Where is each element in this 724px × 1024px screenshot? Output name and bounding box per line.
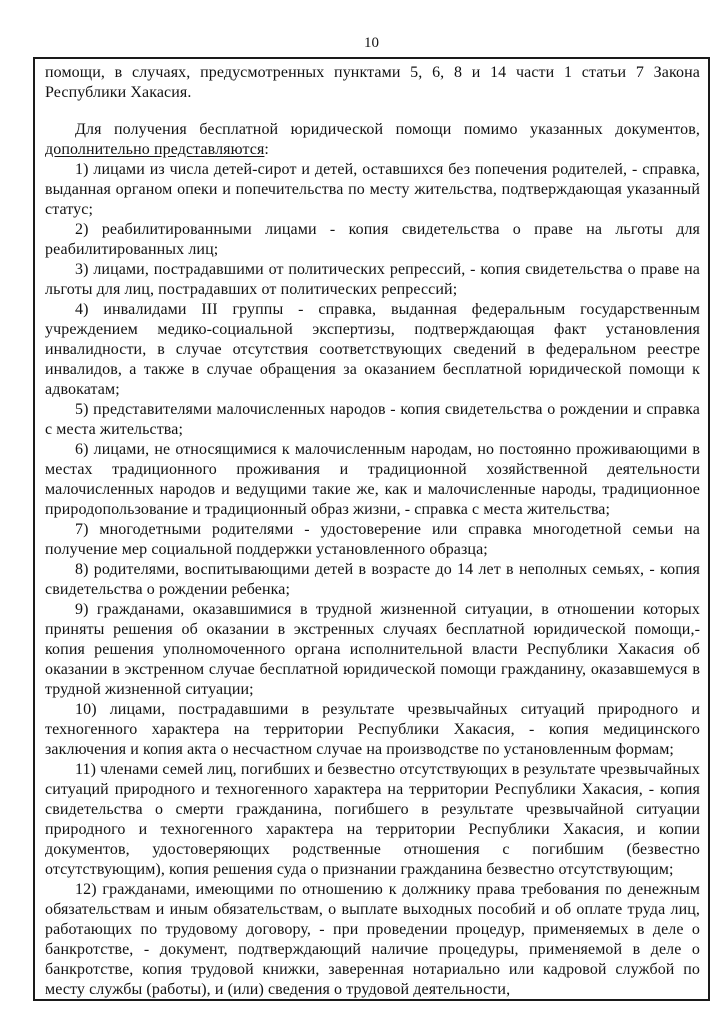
numbered-item-11: 11) членами семей лиц, погибших и безвестно отсутствующих в результате чрезвычайных ситуаций природного и техногенного характера на территории Республики Хакасия, - копия свидетельства о смерти гражданина, погибшего в результате чрезвычайной ситуации природного и техногенного характера на территории Республики Хакасия, и копии документов, удостоверяющих родственные отношения с погибшим (безвестно отсутствующим), копия решения суда о признании гражданина безвестно отсутствующим; <box>45 761 701 878</box>
numbered-item-10: 10) лицами, пострадавшими в результате чрезвычайных ситуаций природного и техногенного характера на территории Республики Хакасия, - копия медицинского заключения и копия акта о несчастном случае на производстве по установленным формам; <box>45 701 700 758</box>
intro-lead-text: Для получения бесплатной юридической помощи помимо указанных документов, <box>75 121 700 138</box>
numbered-item-12: 12) гражданами, имеющими по отношению к должнику права требования по денежным обязательствам и иным обязательствам, о выплате выходных пособий и об оплате труда лиц, работающих по трудовому договору, - при проведении процедур, применяемых в деле о банкротстве, - документ, подтверждающий наличие процедуры, применяемой в деле о банкротстве, копия трудовой книжки, заверенная нотариально или кадровой службой по месту службы (работы), и (или) сведения о трудовой деятельности, <box>45 881 700 998</box>
numbered-item-9: 9) гражданами, оказавшимися в трудной жизненной ситуации, в отношении которых приняты решения об оказании в экстренных случаях бесплатной юридической помощи,- копия решения уполномоченного органа исполнительной власти Республики Хакасия об оказании в экстренном случае бесплатной юридической помощи гражданину, оказавшемуся в трудной жизненной ситуации; <box>45 601 700 698</box>
numbered-item-8: 8) родителями, воспитывающими детей в возрасте до 14 лет в неполных семьях, - копия свидетельства о рождении ребенка; <box>45 561 700 598</box>
intro-underlined-phrase: дополнительно представляются <box>45 141 265 158</box>
numbered-item-3: 3) лицами, пострадавшими от политических репрессий, - копия свидетельства о праве на льготы для лиц, пострадавших от политических репрессий; <box>45 261 700 298</box>
numbered-item-2: 2) реабилитированными лицами - копия свидетельства о праве на льготы для реабилитированных лиц; <box>45 221 700 258</box>
page-number: 10 <box>364 35 379 51</box>
paragraph-continuation: помощи, в случаях, предусмотренных пунктами 5, 6, 8 и 14 части 1 статьи 7 Закона Республики Хакасия. <box>45 64 700 101</box>
numbered-item-4: 4) инвалидами III группы - справка, выданная федеральным государственным учреждением медико-социальной экспертизы, подтверждающая факт установления инвалидности, в случае отсутствия соответствующих сведений в федеральном реестре инвалидов, а также в случае обращения за оказанием бесплатной юридической помощи к адвокатам; <box>45 301 700 398</box>
document-text-box <box>33 57 710 1001</box>
intro-colon: : <box>264 141 269 158</box>
numbered-item-7: 7) многодетными родителями - удостоверение или справка многодетной семьи на получение мер социальной поддержки установленного образца; <box>45 521 700 558</box>
numbered-item-6: 6) лицами, не относящимися к малочисленным народам, но постоянно проживающими в местах традиционного проживания и традиционной хозяйственной деятельности малочисленных народов и ведущими такие же, как и малочисленные народы, традиционное природопользование и традиционный образ жизни, - справка с места жительства; <box>45 441 700 518</box>
numbered-item-5: 5) представителями малочисленных народов - копия свидетельства о рождении и справка с места жительства; <box>45 401 700 438</box>
numbered-item-1: 1) лицами из числа детей-сирот и детей, оставшихся без попечения родителей, - справка, выданная органом опеки и попечительства по месту жительства, подтверждающая указанный статус; <box>45 161 700 218</box>
paragraph-intro <box>45 120 700 160</box>
